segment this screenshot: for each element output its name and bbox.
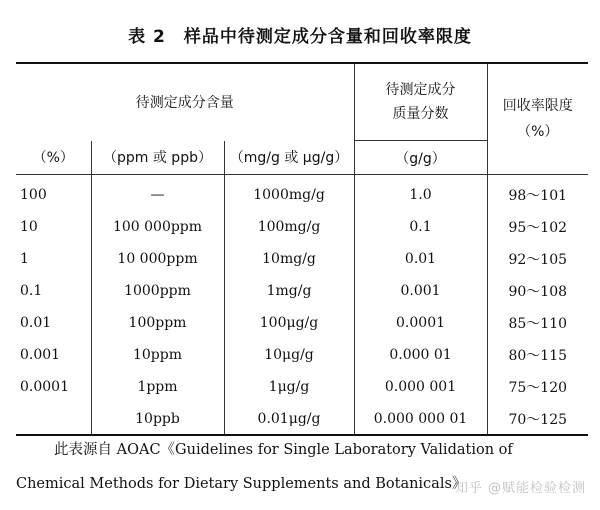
cell-ppm: 1ppm: [91, 371, 224, 403]
cell-ppm: 10ppm: [91, 339, 224, 371]
cell-percent: 0.001: [16, 339, 91, 371]
header-content-group: 待测定成分含量: [16, 63, 354, 141]
cell-percent: [16, 403, 91, 435]
unit-ppm: （ppm 或 ppb）: [91, 141, 224, 175]
cell-g-g: 0.000 01: [354, 339, 487, 371]
cell-g-g: 0.0001: [354, 307, 487, 339]
watermark: 知乎 @赋能检验检测: [454, 481, 586, 496]
unit-g-per-g: （g/g）: [354, 141, 487, 175]
cell-mg-g: 100μg/g: [224, 307, 354, 339]
cell-mg-g: 1μg/g: [224, 371, 354, 403]
recovery-limits-table: [16, 62, 588, 436]
cell-recovery: 85～110: [508, 316, 568, 332]
cell-mg-g: 0.01μg/g: [224, 403, 354, 435]
cell-g-g: 0.1: [354, 211, 487, 243]
cell-ppm: 100ppm: [91, 307, 224, 339]
table-caption: 样品中待测定成分含量和回收率限度: [183, 27, 472, 47]
header-mass-fraction: 待测定成分 质量分数: [354, 63, 487, 141]
cell-recovery: 92～105: [508, 252, 568, 268]
cell-recovery: 75～120: [508, 380, 568, 396]
cell-g-g: 0.000 001: [354, 371, 487, 403]
cell-mg-g: 100mg/g: [224, 211, 354, 243]
cell-percent: 0.0001: [16, 371, 91, 403]
cell-percent: 0.1: [16, 275, 91, 307]
cell-ppm: —: [91, 175, 224, 212]
cell-ppm: 10ppb: [91, 403, 224, 435]
cell-percent: 0.01: [16, 307, 91, 339]
cell-recovery: 70～125: [487, 403, 588, 435]
cell-mg-g: 10mg/g: [224, 243, 354, 275]
table-title: [0, 22, 600, 47]
source-note-line-2: Chemical Methods for Dietary Supplements and Botanicals》: [16, 476, 467, 492]
table-row: [16, 175, 588, 212]
cell-g-g: 0.01: [354, 243, 487, 275]
cell-percent: 100: [16, 175, 91, 212]
source-note-line-1: 此表源自 AOAC《Guidelines for Single Laboratory Validation of: [54, 442, 513, 458]
cell-recovery: 95～102: [508, 220, 568, 236]
unit-percent: （%）: [16, 141, 91, 175]
cell-ppm: 100 000ppm: [91, 211, 224, 243]
table-row: [16, 403, 588, 435]
cell-g-g: 0.001: [354, 275, 487, 307]
header-recovery-limit: 回收率限度 （%）: [487, 63, 588, 175]
cell-recovery: 98～101: [508, 188, 568, 204]
table-row: [16, 275, 588, 307]
table-row: [16, 339, 588, 371]
cell-ppm: 10 000ppm: [91, 243, 224, 275]
cell-g-g: 1.0: [354, 175, 487, 212]
cell-mg-g: 1000mg/g: [224, 175, 354, 212]
cell-ppm: 1000ppm: [91, 275, 224, 307]
cell-percent: 1: [16, 243, 91, 275]
table-row: [16, 243, 588, 275]
cell-mg-g: 10μg/g: [224, 339, 354, 371]
cell-percent: 10: [16, 211, 91, 243]
table-number: 表 2: [128, 27, 166, 47]
cell-mg-g: 1mg/g: [224, 275, 354, 307]
table-row: [16, 211, 588, 243]
cell-g-g: 0.000 000 01: [354, 403, 487, 435]
unit-mg-per-g: （mg/g 或 μg/g）: [224, 141, 354, 175]
table-row: [16, 307, 588, 339]
cell-recovery: 80～115: [508, 348, 568, 364]
table-row: [16, 371, 588, 403]
cell-recovery: 90～108: [508, 284, 568, 300]
